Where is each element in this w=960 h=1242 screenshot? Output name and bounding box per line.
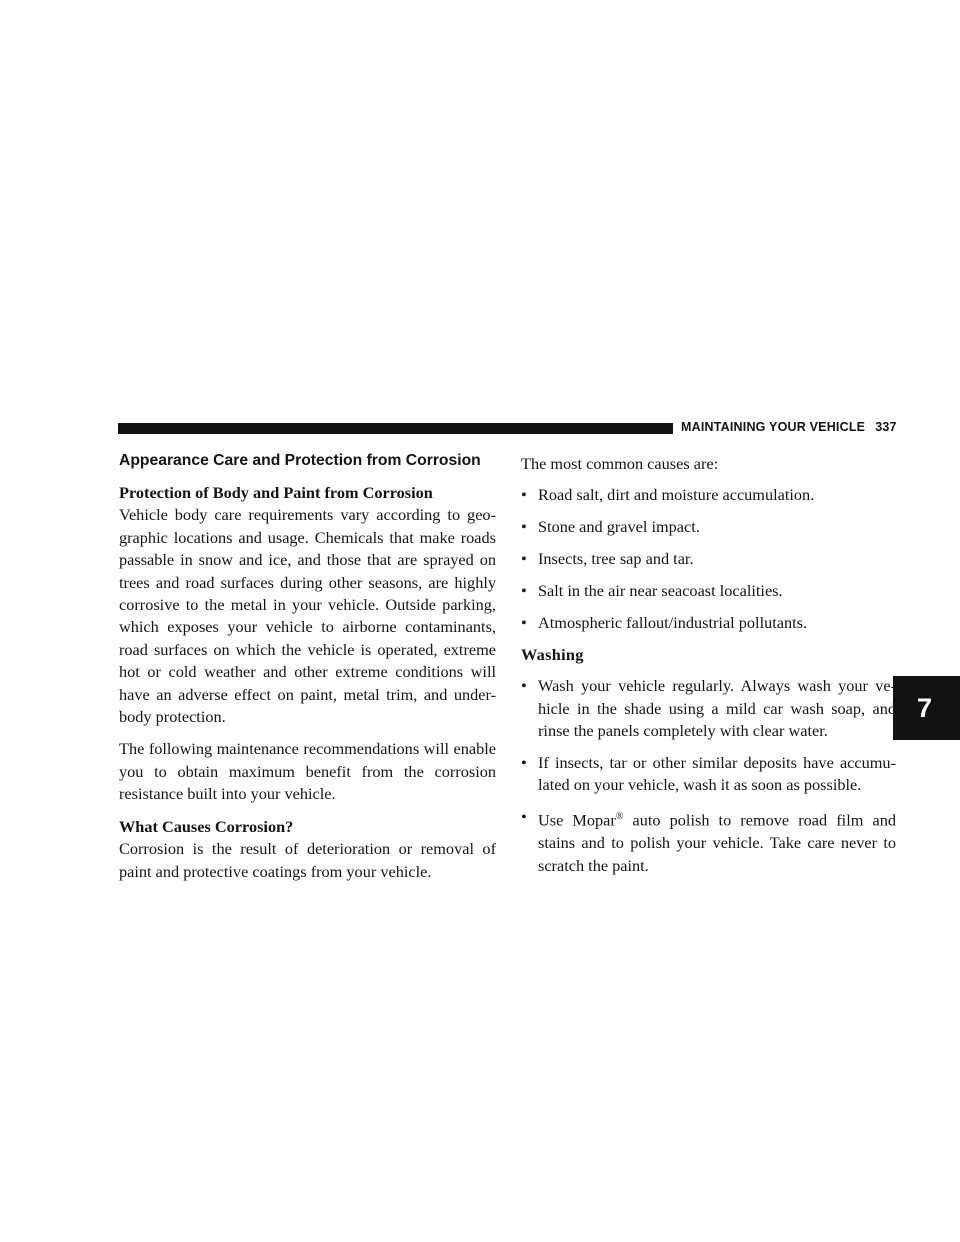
bullet-icon: • — [521, 581, 527, 601]
causes-block — [119, 816, 496, 883]
left-column — [119, 450, 496, 893]
list-item: • Atmospheric fallout/industrial pollutants. — [521, 612, 896, 634]
protection-paragraph: Vehicle body care requirements vary according to geo-graphic locations and usage. Chemicals that make roads passable in snow and ice, and those that are sprayed on trees and road surfaces during other seasons, are highly corrosive to the metal in your vehicle. Outside parking, which exposes your vehicle to airborne contaminants, road surfaces on which the vehicle is operated, extreme hot or cold weather and other extreme conditions will have an adverse effect on paint, metal trim, and under-body protection. — [119, 505, 496, 727]
protection-block — [119, 482, 496, 728]
washing-list — [521, 675, 896, 877]
list-item: • Use Mopar® auto polish to remove road film and stains and to polish your vehicle. Take care never to scratch the paint. — [521, 807, 896, 875]
bullet-icon: • — [521, 485, 527, 505]
section-title: MAINTAINING YOUR VEHICLE — [681, 420, 866, 434]
page-number: 337 — [875, 420, 897, 434]
header-rule — [118, 423, 673, 434]
bullet-icon: • — [521, 613, 527, 633]
section-heading: Appearance Care and Protection from Corrosion — [119, 452, 481, 469]
bullet-icon: • — [521, 676, 527, 696]
list-item: • Road salt, dirt and moisture accumulation. — [521, 484, 896, 506]
bullet-icon: • — [521, 549, 527, 569]
bullet-icon: • — [521, 753, 527, 773]
causes-intro: The most common causes are: — [521, 454, 719, 473]
protection-subheading: Protection of Body and Paint from Corrosion — [119, 483, 433, 502]
chapter-tab[interactable]: 7 — [893, 676, 960, 740]
list-item: • Wash your vehicle regularly. Always wash your ve-hicle in the shade using a mild car wash soap, and rinse the panels completely with clear water. — [521, 676, 896, 741]
washing-heading: Washing — [521, 644, 584, 664]
list-item: • Stone and gravel impact. — [521, 516, 896, 538]
list-item: • If insects, tar or other similar deposits have accumu-lated on your vehicle, wash it as soon as possible. — [521, 753, 896, 795]
causes-list — [521, 484, 896, 634]
list-item: • Salt in the air near seacoast localities. — [521, 580, 896, 602]
maintenance-paragraph: The following maintenance recommendations will enable you to obtain maximum benefit from the corrosion resistance built into your vehicle. — [119, 739, 496, 804]
list-item: • Insects, tree sap and tar. — [521, 548, 896, 570]
bullet-icon: • — [521, 517, 527, 537]
brand-name: Mopar — [572, 810, 616, 830]
right-column — [521, 453, 896, 887]
causes-paragraph: Corrosion is the result of deterioration or removal of paint and protective coatings from your vehicle. — [119, 839, 496, 881]
registered-mark: ® — [615, 811, 624, 823]
bullet-icon: • — [521, 807, 527, 827]
causes-subheading: What Causes Corrosion? — [119, 816, 294, 836]
running-header — [681, 420, 897, 434]
